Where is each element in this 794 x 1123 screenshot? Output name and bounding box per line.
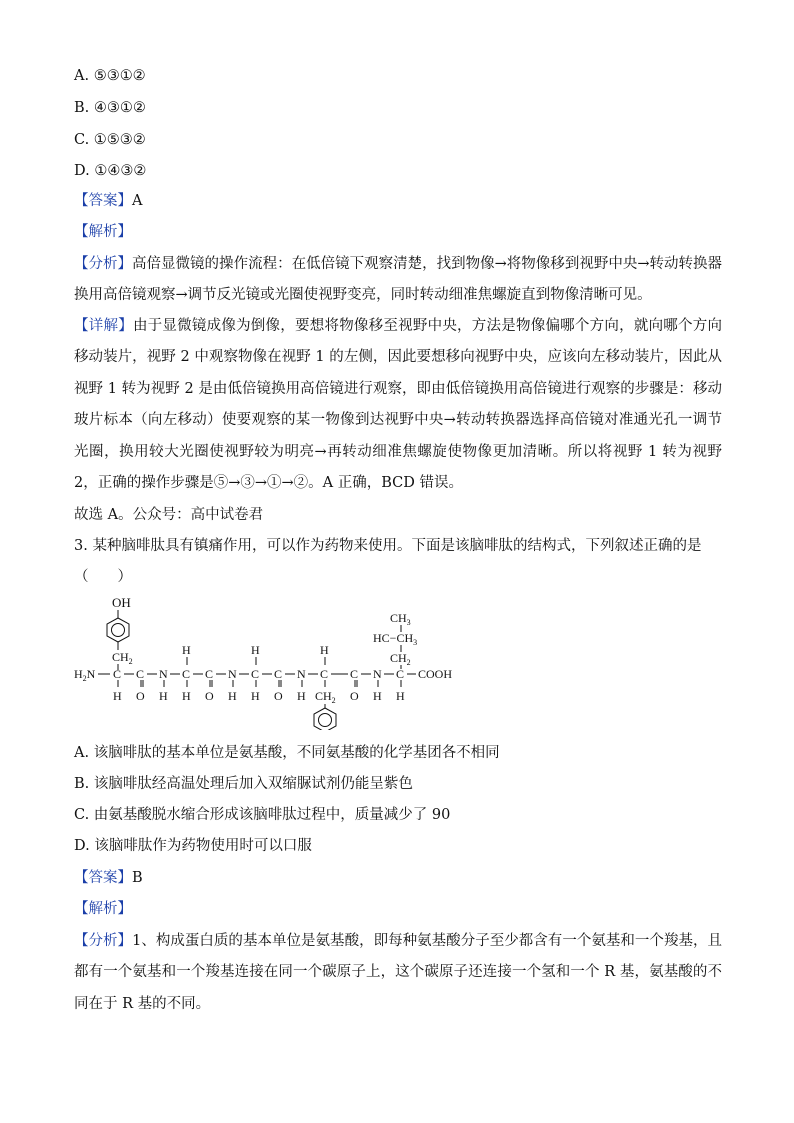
svg-text:H: H: [251, 643, 260, 657]
analysis-paragraph: [74, 249, 722, 312]
methyl-top: $CH_3$: [390, 611, 411, 627]
option-a: A. ⑤③①②: [74, 68, 146, 84]
q3-option-b: B. 该脑啡肽经高温处理后加入双缩脲试剂仍能呈紫色: [74, 776, 413, 792]
svg-text:C: C: [320, 667, 329, 681]
q3-analysis-paragraph: [74, 926, 722, 1020]
svg-text:C: C: [396, 667, 405, 681]
svg-text:COOH: COOH: [418, 667, 453, 681]
svg-text:C: C: [113, 667, 122, 681]
q3-option-c: C. 由氨基酸脱水缩合形成该脑啡肽过程中，质量减少了 90: [74, 807, 451, 823]
svg-text:H: H: [228, 689, 237, 703]
isopropyl-label: $HC-CH_3$: [373, 631, 418, 647]
question-3-stem: 3. 某种脑啡肽具有镇痛作用，可以作为药物来使用。下面是该脑啡肽的结构式，下列叙述正确的是: [74, 538, 702, 554]
analysis-heading: 【解析】: [74, 224, 132, 240]
q3-analysis-text: 1、构成蛋白质的基本单位是氨基酸，即每种氨基酸分子至少都含有一个氨基和一个羧基，且都有一个氨基和一个羧基连接在同一个碳原子上，这个碳原子还连接一个氢和一个 R 基，氨基酸的不同在于 R 基的不同。: [74, 933, 722, 1012]
svg-text:H: H: [373, 689, 382, 703]
option-c: C. ①⑤③②: [74, 132, 146, 148]
enkephalin-structure-diagram: [70, 590, 460, 730]
analysis-tag: 【分析】: [74, 256, 133, 272]
svg-text:H: H: [297, 689, 306, 703]
svg-text:O: O: [350, 689, 359, 703]
svg-text:H: H: [159, 689, 168, 703]
analysis-text: 高倍显微镜的操作流程：在低倍镜下观察清楚，找到物像→将物像移到视野中央→转动转换器换用高倍镜观察→调节反光镜或光圈使视野变亮，同时转动细准焦螺旋直到物像清晰可见。: [74, 256, 723, 304]
svg-text:H: H: [182, 643, 191, 657]
svg-text:H: H: [113, 689, 122, 703]
answer-value: A: [132, 193, 143, 209]
conclusion-line: 故选 A。公众号：高中试卷君: [74, 507, 264, 523]
q3-option-a: A. 该脑啡肽的基本单位是氨基酸，不同氨基酸的化学基团各不相同: [74, 745, 500, 761]
svg-text:H: H: [396, 689, 405, 703]
q3-answer-line: [74, 868, 143, 888]
svg-text:C: C: [251, 667, 260, 681]
svg-text:N: N: [159, 667, 168, 681]
option-b: B. ④③①②: [74, 100, 146, 116]
svg-text:O: O: [274, 689, 283, 703]
svg-text:N: N: [373, 667, 382, 681]
q3-answer-value: B: [132, 870, 143, 886]
ch2-label-last: $CH_2$: [390, 651, 411, 667]
detail-text: 由于显微镜成像为倒像，要想将物像移至视野中央，方法是物像偏哪个方向，就向哪个方向移动装片，视野 2 中观察物像在视野 1 的左侧，因此要想移向视野中央，应该向左移动装片，因此从视野 1 转为视野 2 是由低倍镜换用高倍镜进行观察，即由低倍镜换用高倍镜进行观察的步骤是：移动玻片标本（向左移动）使要观察的某一物像到达视野中央→转动转换器选择高倍镜对准通光孔一调节光圈，换用较大光圈使视野较为明亮→再转动细准焦螺旋使物像更加清晰。所以将视野 1 转为视野 2，正确的操作步骤是⑤→③→①→②。A 正确，BCD 错误。: [74, 318, 723, 492]
amino-terminal: $H_2N$: [74, 667, 96, 683]
detail-paragraph: [74, 311, 722, 499]
svg-text:N: N: [228, 667, 237, 681]
svg-text:H: H: [320, 643, 329, 657]
question-3-blank: （ ）: [74, 569, 132, 585]
hydroxyl-label: OH: [112, 595, 131, 610]
svg-text:C: C: [350, 667, 359, 681]
svg-text:H: H: [182, 689, 191, 703]
detail-tag: 【详解】: [74, 318, 133, 334]
q3-analysis-tag: 【分析】: [74, 933, 133, 949]
option-d: D. ①④③②: [74, 163, 147, 179]
q3-answer-tag: 【答案】: [74, 870, 132, 886]
q3-analysis-heading: 【解析】: [74, 901, 132, 917]
q3-option-d: D. 该脑啡肽作为药物使用时可以口服: [74, 838, 312, 854]
answer-tag: 【答案】: [74, 193, 132, 209]
svg-text:C: C: [136, 667, 145, 681]
svg-text:C: C: [182, 667, 191, 681]
svg-text:C: C: [274, 667, 283, 681]
ch2-label-phenyl: $CH_2$: [315, 689, 336, 705]
benzene-ring-top: [107, 618, 129, 642]
svg-text:O: O: [205, 689, 214, 703]
svg-text:O: O: [136, 689, 145, 703]
ch2-label-1: $CH_2$: [112, 650, 133, 666]
svg-text:N: N: [297, 667, 306, 681]
svg-text:C: C: [205, 667, 214, 681]
svg-text:H: H: [251, 689, 260, 703]
answer-line: [74, 191, 142, 211]
